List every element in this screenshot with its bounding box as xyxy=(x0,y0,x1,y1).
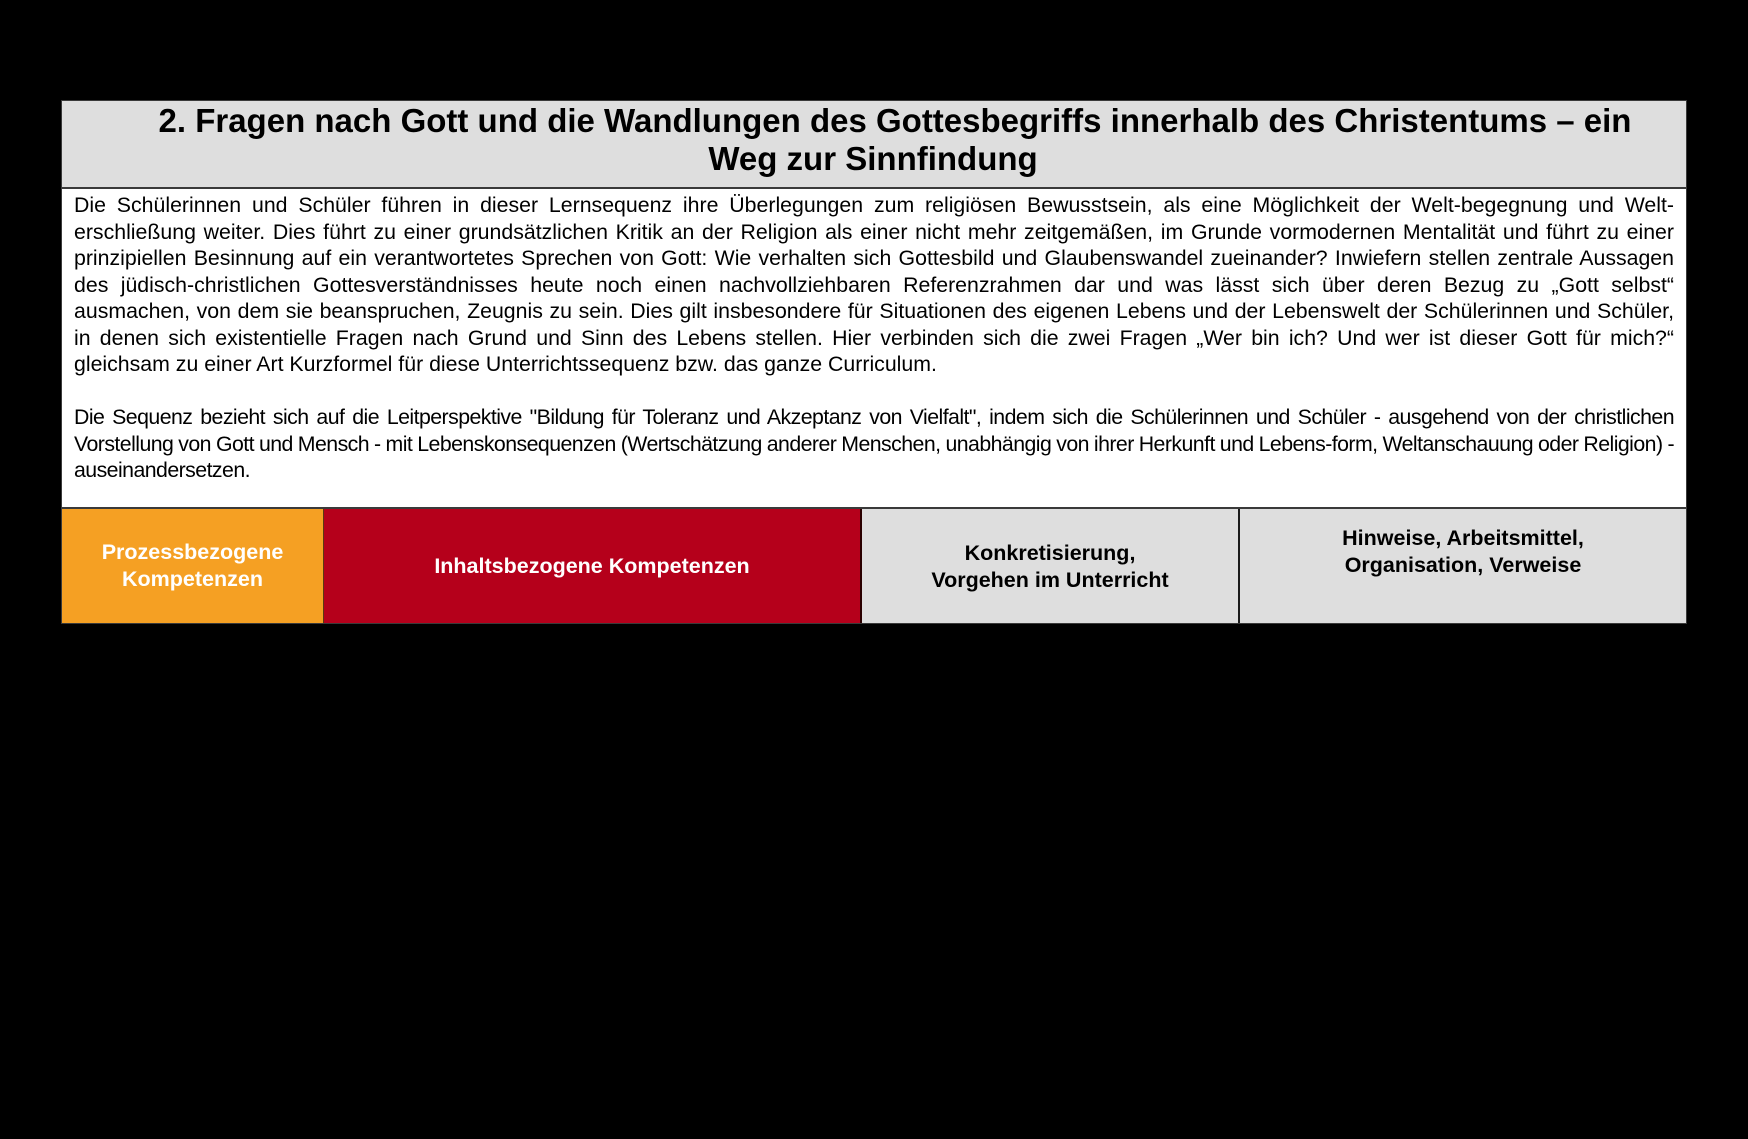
section-title-line-1: 2. Fragen nach Gott und die Wandlungen des Gottesbegriffs innerhalb des Christentums – ein xyxy=(158,102,1632,139)
column-header-notes xyxy=(1240,509,1686,623)
section-description xyxy=(62,189,1686,507)
column-header-label: Kompetenzen xyxy=(122,567,263,591)
column-header-process-competencies xyxy=(62,509,324,623)
column-header-label: Konkretisierung, xyxy=(964,541,1136,565)
section-title-line-2: Weg zur Sinnfindung xyxy=(708,140,1038,177)
column-header-label: Prozessbezogene xyxy=(101,540,284,564)
column-header-label: Vorgehen im Unterricht xyxy=(931,568,1169,592)
section-title xyxy=(62,101,1686,189)
description-paragraph-1: Die Schülerinnen und Schüler führen in dieser Lernsequenz ihre Überlegungen zum religiösen Bewusstsein, als eine Möglichkeit der Welt-begegnung und Welt-erschließung weiter. Dies führt zu einer grundsätzlichen Kritik an der Religion als einer nicht mehr zeitgemäßen, im Grunde vormodernen Mentalität und führt zu einer prinzipiellen Besinnung auf ein verantwortetes Sprechen von Gott: Wie verhalten sich Gottesbild und Glaubenswandel zueinander? Inwiefern stellen zentrale Aussagen des jüdisch-christlichen Gottesverständnisses heute noch einen nachvollziehbaren Referenzrahmen dar und was lässt sich über deren Bezug zu „Gott selbst“ ausmachen, von dem sie beanspruchen, Zeugnis zu sein. Dies gilt insbesondere für Situationen des eigenen Lebens und der Lebenswelt der Schülerinnen und Schüler, in denen sich existentielle Fragen nach Grund und Sinn des Lebens stellen. Hier verbinden sich die zwei Fragen „Wer bin ich? Und wer ist dieser Gott für mich?“ gleichsam zu einer Art Kurzformel für diese Unterrichtssequenz bzw. das ganze Curriculum. xyxy=(74,193,1674,376)
column-header-concretization xyxy=(862,509,1240,623)
column-header-row xyxy=(62,507,1686,623)
description-paragraph-2: Die Sequenz bezieht sich auf die Leitperspektive "Bildung für Toleranz und Akzeptanz von Vielfalt", indem sich die Schülerinnen und Schüler - ausgehend von der christlichen Vorstellung von Gott und Mensch - mit Lebenskonsequenzen (Wertschätzung anderer Menschen, unabhängig von ihrer Herkunft und Lebens-form, Weltanschauung oder Religion) - auseinandersetzen. xyxy=(74,405,1674,482)
curriculum-table xyxy=(61,100,1687,624)
column-header-label: Organisation, Verweise xyxy=(1344,553,1582,577)
column-header-label: Hinweise, Arbeitsmittel, xyxy=(1342,526,1584,550)
column-header-label: Inhaltsbezogene Kompetenzen xyxy=(434,553,750,578)
column-header-content-competencies xyxy=(324,509,862,623)
